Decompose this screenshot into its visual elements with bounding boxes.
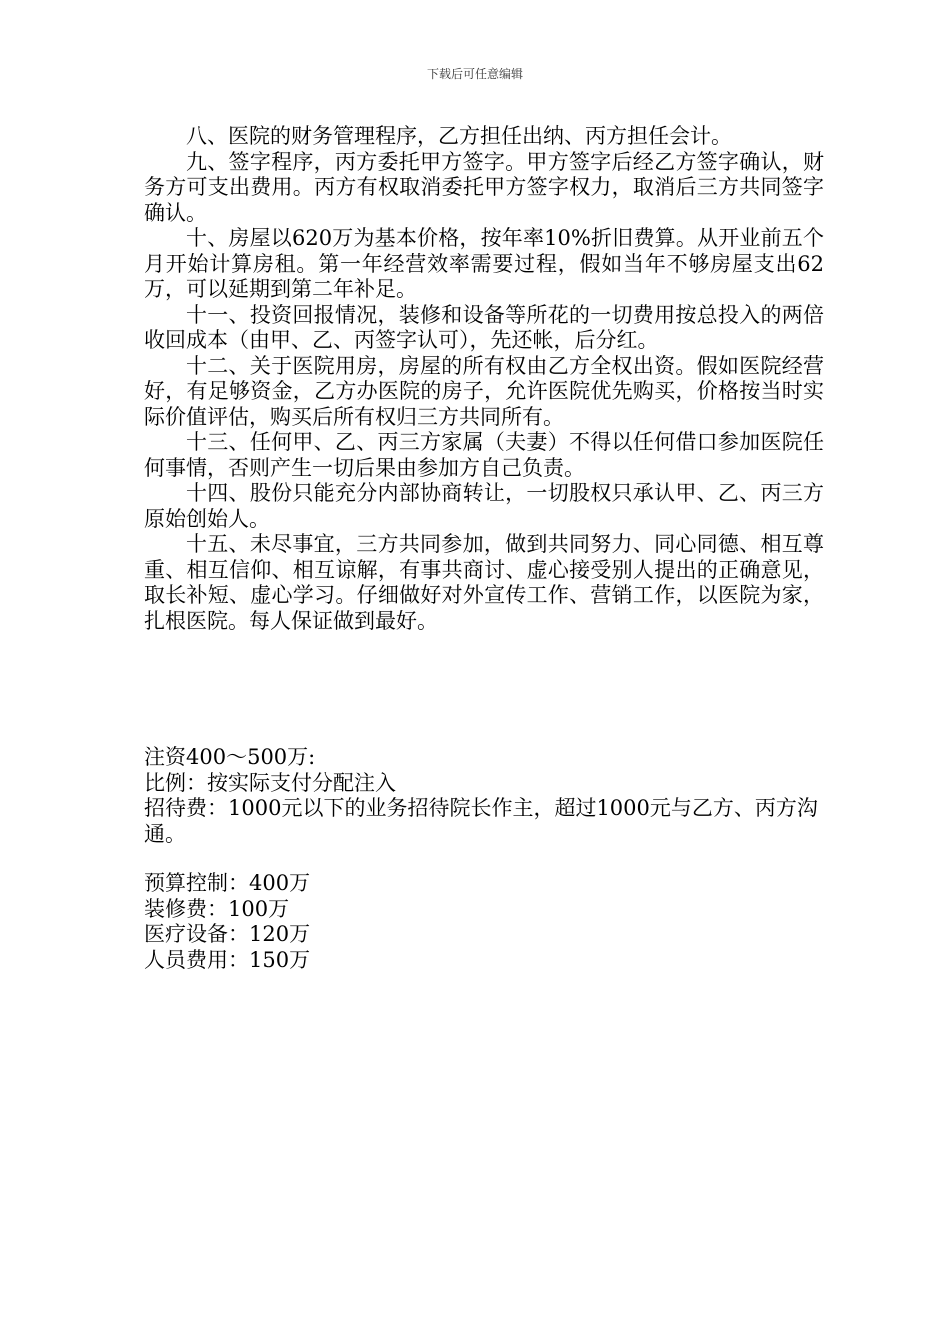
agreement-clauses (144, 124, 824, 634)
clause-10: 十、房屋以620万为基本价格，按年率10%折旧费算。从开业前五个月开始计算房租。第一年经营效率需要过程，假如当年不够房屋支出62万，可以延期到第二年补足。 (144, 226, 824, 301)
note-entertainment: 招待费：1000元以下的业务招待院长作主，超过1000元与乙方、丙方沟通。 (144, 796, 818, 846)
budget-total: 预算控制：400万 (144, 871, 311, 895)
budget-renovation: 装修费：100万 (144, 896, 290, 921)
budget-personnel: 人员费用：150万 (144, 947, 311, 972)
clause-11: 十一、投资回报情况，装修和设备等所花的一切费用按总投入的两倍收回成本（由甲、乙、丙签字认可），先还帐，后分红。 (144, 302, 824, 352)
budget-list (144, 871, 834, 973)
clause-9: 九、签字程序，丙方委托甲方签字。甲方签字后经乙方签字确认，财务方可支出费用。丙方有权取消委托甲方签字权力，取消后三方共同签字确认。 (144, 149, 824, 225)
clause-13: 十三、任何甲、乙、丙三方家属（夫妻）不得以任何借口参加医院任何事情，否则产生一切后果由参加方自己负责。 (144, 430, 824, 480)
investment-notes (144, 745, 834, 847)
clause-14: 十四、股份只能充分内部协商转让，一切股权只承认甲、乙、丙三方原始创始人。 (144, 481, 824, 531)
clause-15: 十五、未尽事宜，三方共同参加，做到共同努力、同心同德、相互尊重、相互信仰、相互谅解，有事共商讨、虚心接受别人提出的正确意见，取长补短、虚心学习。仔细做好对外宣传工作、营销工作，以医院为家，扎根医院。每人保证做到最好。 (144, 532, 824, 633)
page-header: 下载后可任意编辑 (426, 67, 523, 81)
clause-8: 八、医院的财务管理程序，乙方担任出纳、丙方担任会计。 (186, 124, 732, 148)
clause-12: 十二、关于医院用房，房屋的所有权由乙方全权出资。假如医院经营好，有足够资金，乙方办医院的房子，允许医院优先购买，价格按当时实际价值评估，购买后所有权归三方共同所有。 (144, 353, 824, 429)
note-capital: 注资400～500万: (144, 745, 316, 769)
note-ratio: 比例：按实际支付分配注入 (144, 770, 396, 795)
budget-equipment: 医疗设备：120万 (144, 922, 311, 946)
